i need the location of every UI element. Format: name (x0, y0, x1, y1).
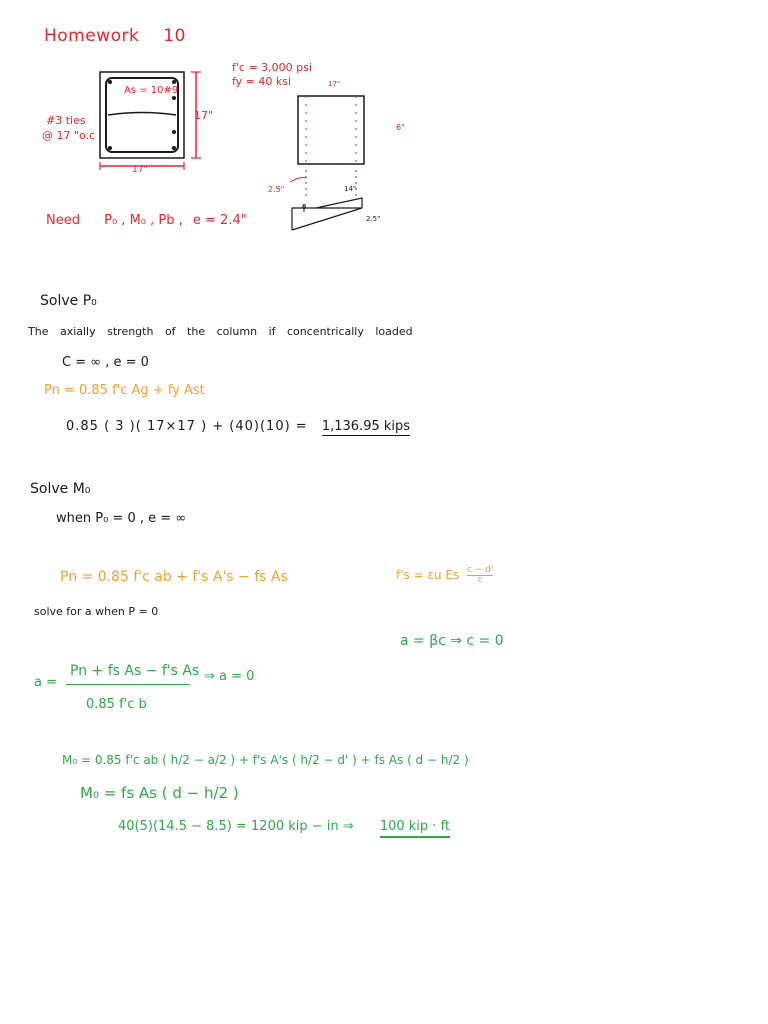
mo-full-formula: M₀ = 0.85 f'c ab ( h/2 − a/2 ) + f's A's ( h/2 − d' ) + fs As ( d − h/2 ) (62, 753, 469, 767)
left-dist-label: 2.5" (268, 185, 285, 194)
po-calc-text: 0.85 ( 3 )( 17×17 ) + (40)(10) = (66, 419, 308, 434)
po-heading: Solve P₀ (40, 293, 97, 309)
a-beta-line: a = βc ⇒ c = 0 (400, 633, 504, 649)
a-fraction-bar (66, 684, 190, 685)
need-eccentricity: e = 2.4" (192, 213, 247, 228)
bottom-label: 0 (302, 203, 307, 211)
po-conditions: C = ∞ , e = 0 (62, 355, 149, 370)
mo-heading: Solve M₀ (30, 481, 91, 497)
spacing-label: @ 17 "o.c (42, 129, 96, 142)
a-lhs: a = (34, 675, 57, 690)
side-label: 6" (396, 123, 405, 132)
need-items: P₀ , M₀ , Pb , (104, 213, 183, 228)
fy-label: fy = 40 ksi (232, 75, 292, 88)
mo-force-formula: Pn = 0.85 f'c ab + f's A's − fs As (60, 569, 288, 585)
po-calc (66, 420, 410, 433)
mo-calc-line (118, 820, 450, 833)
fs-formula-text: f's = εu Es (396, 568, 460, 582)
po-description: The axially strength of the column if concentrically loaded (28, 325, 413, 338)
right-dist-label: 2.5" (366, 215, 381, 223)
strain-diagram-sketch (266, 80, 406, 240)
fs-numerator: c − d' (467, 565, 494, 575)
width-dim-label: 17" (132, 165, 148, 175)
section-elevation (298, 96, 364, 164)
mo-calc-text: 40(5)(14.5 − 8.5) = 1200 kip − in ⇒ (118, 819, 354, 834)
need-label: Need (46, 213, 80, 228)
a-numerator: Pn + fs As − f's As (70, 663, 200, 679)
fs-fraction (467, 566, 493, 585)
solve-a-line: solve for a when P = 0 (34, 605, 159, 618)
po-formula: Pn = 0.85 f'c Ag + fy Ast (44, 383, 205, 398)
mo-conditions: when P₀ = 0 , e = ∞ (56, 511, 187, 526)
homework-title-text: Homework (44, 26, 140, 46)
mo-simple-formula: M₀ = fs As ( d − h/2 ) (80, 784, 239, 802)
homework-title (44, 28, 186, 45)
po-result: 1,136.95 kips (321, 419, 411, 434)
height-dim-label: 17" (194, 109, 214, 122)
as-label: As = 10#9 (124, 85, 179, 96)
ties-label: #3 ties (46, 114, 86, 127)
fc-label: f'c = 3,000 psi (232, 61, 312, 74)
mid-dist-label: 14" (344, 185, 357, 193)
a-denominator: 0.85 f'c b (86, 697, 147, 712)
fs-denominator: c (477, 575, 483, 585)
top-dim-label: 17" (328, 80, 341, 88)
need-line (46, 214, 247, 227)
a-result: ⇒ a = 0 (204, 669, 255, 684)
fs-formula (396, 566, 493, 585)
tie-middle (108, 113, 176, 116)
mo-result: 100 kip · ft (380, 819, 450, 838)
homework-number: 10 (163, 26, 186, 46)
